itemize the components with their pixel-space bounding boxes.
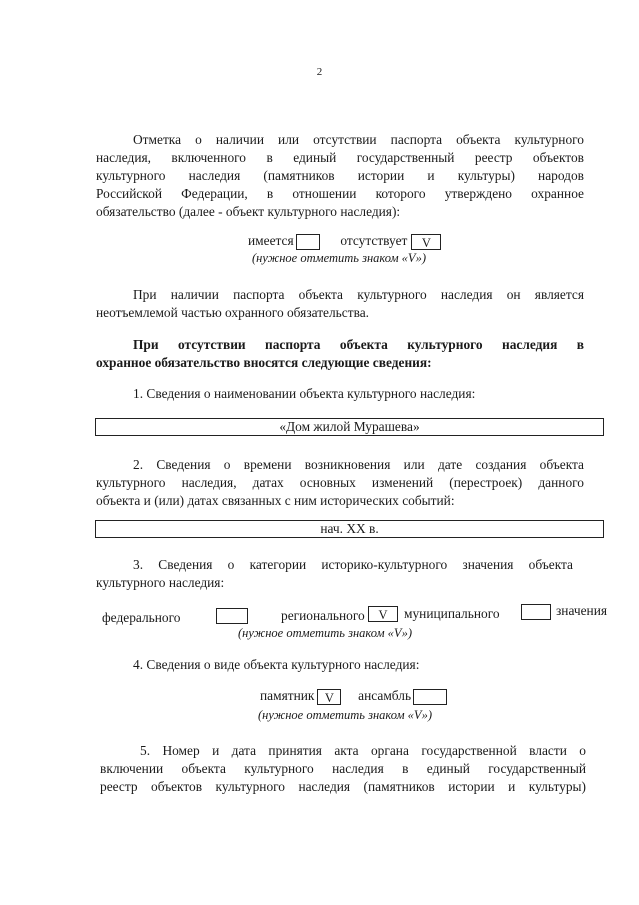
no-passport-label: отсутствует xyxy=(340,233,408,248)
absence-heading-line: При отсутствии паспорта объекта культурного наследия в xyxy=(133,337,584,352)
passport-choice-row xyxy=(248,233,441,250)
intro-line: Российской Федерации, в отношении которого утверждено охранное xyxy=(96,186,584,201)
municipal-checkbox[interactable] xyxy=(521,604,551,620)
section3-line: культурного наследия: xyxy=(96,575,225,590)
has-passport-label: имеется xyxy=(248,233,294,248)
federal-checkbox[interactable] xyxy=(216,608,248,624)
object-name-field[interactable]: «Дом жилой Мурашева» xyxy=(95,418,604,436)
creation-date-field[interactable]: нач. XX в. xyxy=(95,520,604,538)
section5-line: реестр объектов культурного наследия (памятников истории и культуры) xyxy=(100,779,586,794)
section5-line: включении объекта культурного наследия в единый государственный xyxy=(100,761,586,776)
intro-line: Отметка о наличии или отсутствии паспорта объекта культурного xyxy=(133,132,584,147)
passport-note-line: неотъемлемой частью охранного обязательства. xyxy=(96,305,370,320)
monument-checkbox[interactable]: V xyxy=(317,689,341,705)
section4-title: 4. Сведения о виде объекта культурного наследия: xyxy=(133,657,420,672)
passport-note-line: При наличии паспорта объекта культурного наследия он является xyxy=(133,287,584,302)
federal-label: федерального xyxy=(102,610,181,625)
absence-heading-line: охранное обязательство вносятся следующие сведения: xyxy=(96,355,432,370)
no-passport-checkbox[interactable]: V xyxy=(411,234,441,250)
intro-line: наследия, включенного в единый государственный реестр объектов xyxy=(96,150,584,165)
category-hint: (нужное отметить знаком «V») xyxy=(238,626,412,640)
section3-line: 3. Сведения о категории историко-культурного значения объекта xyxy=(133,557,573,572)
section2-line: 2. Сведения о времени возникновения или дате создания объекта xyxy=(133,457,584,472)
monument-label: памятник xyxy=(260,688,315,703)
significance-suffix: значения xyxy=(556,603,608,618)
section5-line: 5. Номер и дата принятия акта органа государственной власти о xyxy=(140,743,586,758)
regional-label: регионального xyxy=(281,608,365,623)
intro-line: обязательство (далее - объект культурного наследия): xyxy=(96,204,401,219)
municipal-label: муниципального xyxy=(404,606,500,621)
page-number: 2 xyxy=(316,66,323,78)
section2-line: культурного наследия, датах основных изменений (перестроек) данного xyxy=(96,475,584,490)
section2-line: объекта и (или) датах связанных с ним исторических событий: xyxy=(96,493,455,508)
passport-hint: (нужное отметить знаком «V») xyxy=(252,251,426,265)
type-choice-row xyxy=(260,688,447,705)
intro-line: культурного наследия (памятников истории и культуры) народов xyxy=(96,168,584,183)
has-passport-checkbox[interactable] xyxy=(296,234,320,250)
section1-title: 1. Сведения о наименовании объекта культурного наследия: xyxy=(133,386,476,401)
ensemble-label: ансамбль xyxy=(358,688,412,703)
type-hint: (нужное отметить знаком «V») xyxy=(258,708,432,722)
regional-checkbox[interactable]: V xyxy=(368,606,398,622)
ensemble-checkbox[interactable] xyxy=(413,689,447,705)
